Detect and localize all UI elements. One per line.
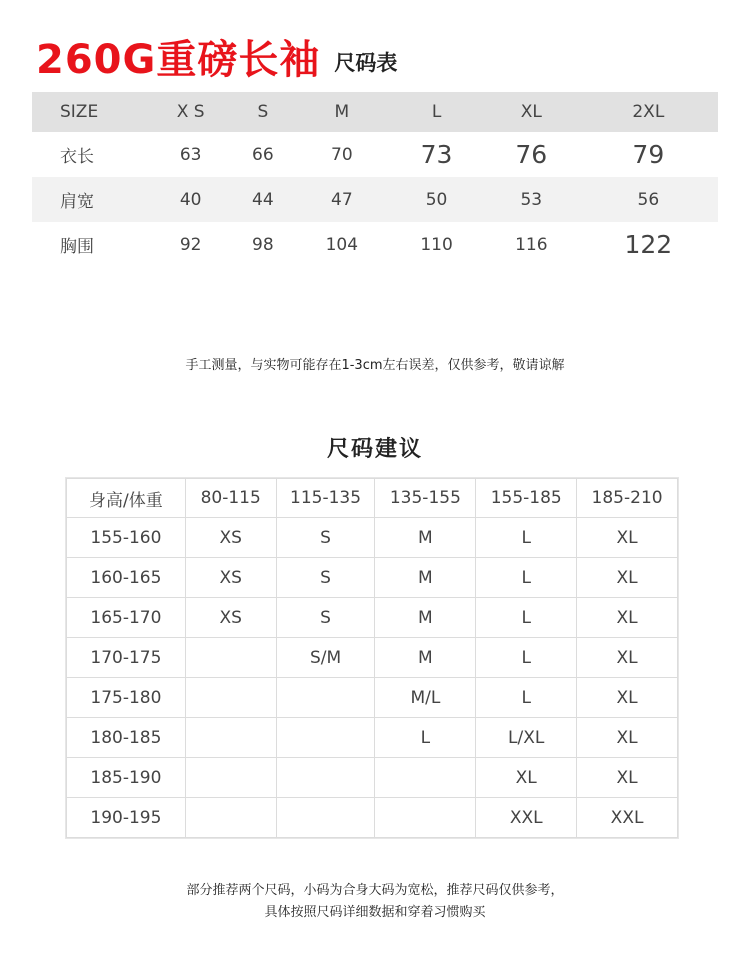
table-cell: XL bbox=[577, 638, 678, 678]
header-cell: SIZE bbox=[32, 92, 150, 132]
table-cell: M/L bbox=[375, 678, 476, 718]
table-cell: S bbox=[276, 598, 375, 638]
table-cell: L bbox=[476, 678, 577, 718]
recommend-title: 尺码建议 bbox=[326, 437, 423, 462]
table-cell: XL bbox=[577, 718, 678, 758]
table-cell: 73 bbox=[420, 140, 453, 169]
title-main: 260G重磅长袖 bbox=[36, 37, 321, 83]
recommend-row bbox=[67, 758, 678, 798]
title-sub: 尺码表 bbox=[334, 51, 398, 75]
table-cell: 63 bbox=[179, 144, 202, 165]
table-cell: XL bbox=[577, 518, 678, 558]
table-cell: L bbox=[476, 558, 577, 598]
table-cell: 110 bbox=[420, 234, 453, 255]
table-cell: 116 bbox=[515, 234, 548, 255]
table-cell: 53 bbox=[484, 177, 579, 222]
header-cell: 身高/体重 bbox=[67, 479, 186, 518]
table-cell: XS bbox=[185, 558, 276, 598]
size-chart-row bbox=[32, 132, 718, 177]
row-label: 肩宽 bbox=[32, 177, 150, 222]
header-cell: S bbox=[231, 92, 294, 132]
table-cell: XXL bbox=[476, 798, 577, 838]
recommend-row bbox=[67, 678, 678, 718]
table-cell bbox=[185, 638, 276, 678]
header-cell: 80-115 bbox=[185, 479, 276, 518]
table-cell: 92 bbox=[179, 234, 202, 255]
header-cell: 185-210 bbox=[577, 479, 678, 518]
size-chart-table bbox=[32, 92, 718, 267]
table-cell: 44 bbox=[231, 177, 294, 222]
row-label: 190-195 bbox=[67, 798, 186, 838]
table-cell: L bbox=[375, 718, 476, 758]
table-cell: M bbox=[375, 638, 476, 678]
table-cell bbox=[185, 718, 276, 758]
recommend-note bbox=[0, 880, 750, 924]
table-cell: M bbox=[375, 558, 476, 598]
recommend-note-line2: 具体按照尺码详细数据和穿着习惯购买 bbox=[264, 905, 486, 920]
row-label: 衣长 bbox=[60, 147, 94, 167]
table-cell: 66 bbox=[252, 144, 274, 165]
table-cell bbox=[375, 758, 476, 798]
table-cell: 56 bbox=[579, 177, 718, 222]
row-label: 180-185 bbox=[67, 718, 186, 758]
row-label: 胸围 bbox=[60, 237, 94, 257]
table-cell bbox=[375, 798, 476, 838]
table-cell: S/M bbox=[276, 638, 375, 678]
table-cell: 40 bbox=[150, 177, 231, 222]
table-cell: L bbox=[476, 638, 577, 678]
page-title bbox=[36, 24, 398, 83]
recommend-row bbox=[67, 598, 678, 638]
recommend-header-row bbox=[67, 479, 678, 518]
table-cell: S bbox=[276, 518, 375, 558]
recommend-note-line1: 部分推荐两个尺码，小码为合身大码为宽松，推荐尺码仅供参考， bbox=[186, 883, 564, 898]
table-cell bbox=[276, 718, 375, 758]
table-cell: 79 bbox=[632, 140, 665, 169]
recommend-row bbox=[67, 558, 678, 598]
row-label: 170-175 bbox=[67, 638, 186, 678]
table-cell: XS bbox=[185, 598, 276, 638]
table-cell: XXL bbox=[577, 798, 678, 838]
table-cell: L/XL bbox=[476, 718, 577, 758]
header-cell: 155-185 bbox=[476, 479, 577, 518]
size-chart-row bbox=[32, 177, 718, 222]
table-cell: XL bbox=[577, 558, 678, 598]
table-cell: 98 bbox=[252, 234, 274, 255]
table-cell: XS bbox=[185, 518, 276, 558]
recommend-row bbox=[67, 518, 678, 558]
table-cell: XL bbox=[577, 598, 678, 638]
size-recommendation-table bbox=[66, 478, 678, 838]
table-cell: XL bbox=[577, 758, 678, 798]
row-label: 165-170 bbox=[67, 598, 186, 638]
table-cell: 47 bbox=[294, 177, 389, 222]
header-cell: X S bbox=[150, 92, 231, 132]
header-cell: M bbox=[294, 92, 389, 132]
table-cell bbox=[185, 678, 276, 718]
table-cell bbox=[276, 758, 375, 798]
row-label: 155-160 bbox=[67, 518, 186, 558]
measurement-note: 手工测量，与实物可能存在1-3cm左右误差，仅供参考，敬请谅解 bbox=[185, 358, 565, 373]
recommend-row bbox=[67, 718, 678, 758]
header-cell: 115-135 bbox=[276, 479, 375, 518]
table-cell bbox=[185, 798, 276, 838]
header-cell: L bbox=[389, 92, 484, 132]
table-cell bbox=[185, 758, 276, 798]
table-cell: L bbox=[476, 598, 577, 638]
recommend-row bbox=[67, 798, 678, 838]
size-chart-header-row bbox=[32, 92, 718, 132]
table-cell: S bbox=[276, 558, 375, 598]
table-cell bbox=[276, 678, 375, 718]
table-cell: 70 bbox=[331, 144, 353, 165]
table-cell: 50 bbox=[389, 177, 484, 222]
header-cell: 135-155 bbox=[375, 479, 476, 518]
row-label: 160-165 bbox=[67, 558, 186, 598]
table-cell: L bbox=[476, 518, 577, 558]
row-label: 185-190 bbox=[67, 758, 186, 798]
table-cell bbox=[276, 798, 375, 838]
table-cell: XL bbox=[577, 678, 678, 718]
table-cell: M bbox=[375, 518, 476, 558]
table-cell: 122 bbox=[624, 230, 673, 259]
table-cell: 104 bbox=[325, 234, 359, 255]
size-chart-row bbox=[32, 222, 718, 267]
recommend-row bbox=[67, 638, 678, 678]
row-label: 175-180 bbox=[67, 678, 186, 718]
table-cell: XL bbox=[476, 758, 577, 798]
table-cell: 76 bbox=[515, 140, 548, 169]
header-cell: XL bbox=[484, 92, 579, 132]
table-cell: M bbox=[375, 598, 476, 638]
header-cell: 2XL bbox=[579, 92, 718, 132]
